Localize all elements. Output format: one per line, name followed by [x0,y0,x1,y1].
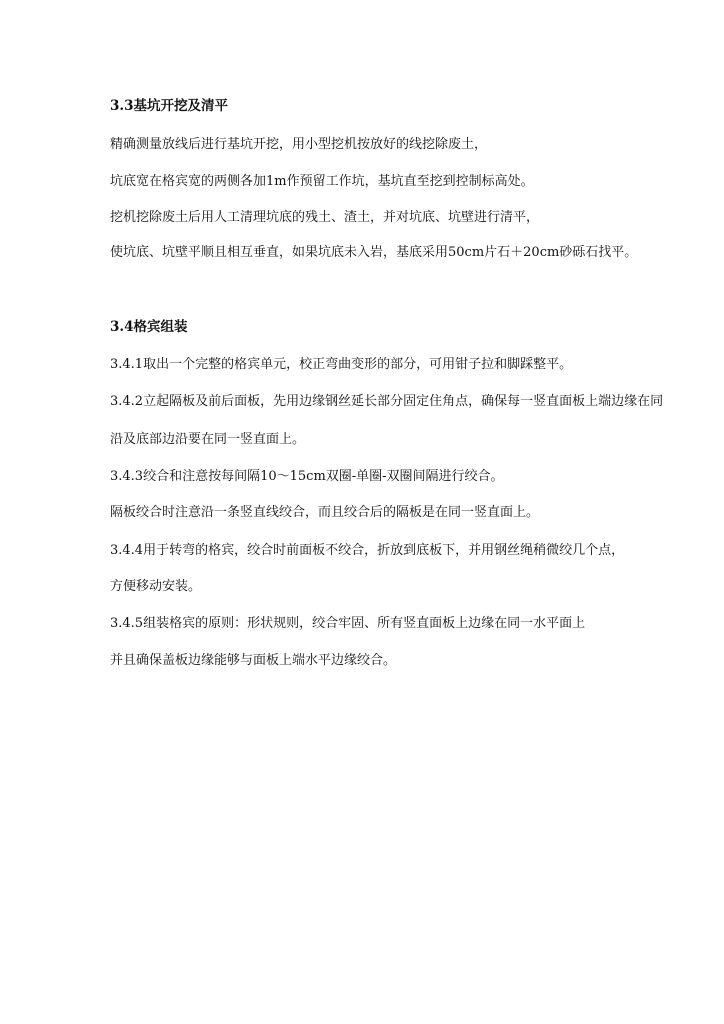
section-3-4-paragraph-line: 3.4.2立起隔板及前后面板，先用边缘钢丝延长部分固定住角点，确保每一竖直面板上端边缘在同 [110,394,664,409]
section-3-4-paragraph-line: 隔板绞合时注意沿一条竖直线绞合，而且绞合后的隔板是在同一竖直面上。 [110,505,540,520]
section-3-3-paragraph-line: 坑底宽在格宾宽的两侧各加1m作预留工作坑，基坑直至挖到控制标高处。 [110,174,534,189]
section-3-4-paragraph-line: 并且确保盖板边缘能够与面板上端水平边缘绞合。 [110,653,397,668]
section-3-4-paragraph-line: 3.4.4用于转弯的格宾，绞合时前面板不绞合，折放到底板下，并用钢丝绳稍微绞几个点， [110,543,625,558]
section-3-4-paragraph-line: 3.4.5组装格宾的原则：形状规则，绞合牢固、所有竖直面板上边缘在同一水平面上 [110,616,586,631]
section-3-4-paragraph-line: 沿及底部边沿要在同一竖直面上。 [110,432,306,447]
section-3-3-paragraph-line: 精确测量放线后进行基坑开挖，用小型挖机按放好的线挖除废土， [110,137,488,152]
section-3-3-paragraph-line: 使坑底、坑壁平顺且相互垂直，如果坑底未入岩，基底采用50cm片石＋20cm砂砾石找平。 [110,245,638,260]
section-3-4-paragraph-line: 3.4.1取出一个完整的格宾单元，校正弯曲变形的部分，可用钳子拉和脚踩整平。 [110,357,573,372]
section-3-3-title: 3.3基坑开挖及清平 [110,98,228,114]
section-3-3-paragraph-line: 挖机挖除废土后用人工清理坑底的残土、渣土，并对坑底、坑壁进行清平， [110,210,540,225]
section-3-4-paragraph-line: 3.4.3绞合和注意按每间隔10～15cm双圈-单圈-双圈间隔进行绞合。 [110,469,504,484]
section-3-4-paragraph-line: 方便移动安装。 [110,579,202,594]
section-3-4-title: 3.4格宾组装 [110,319,188,335]
